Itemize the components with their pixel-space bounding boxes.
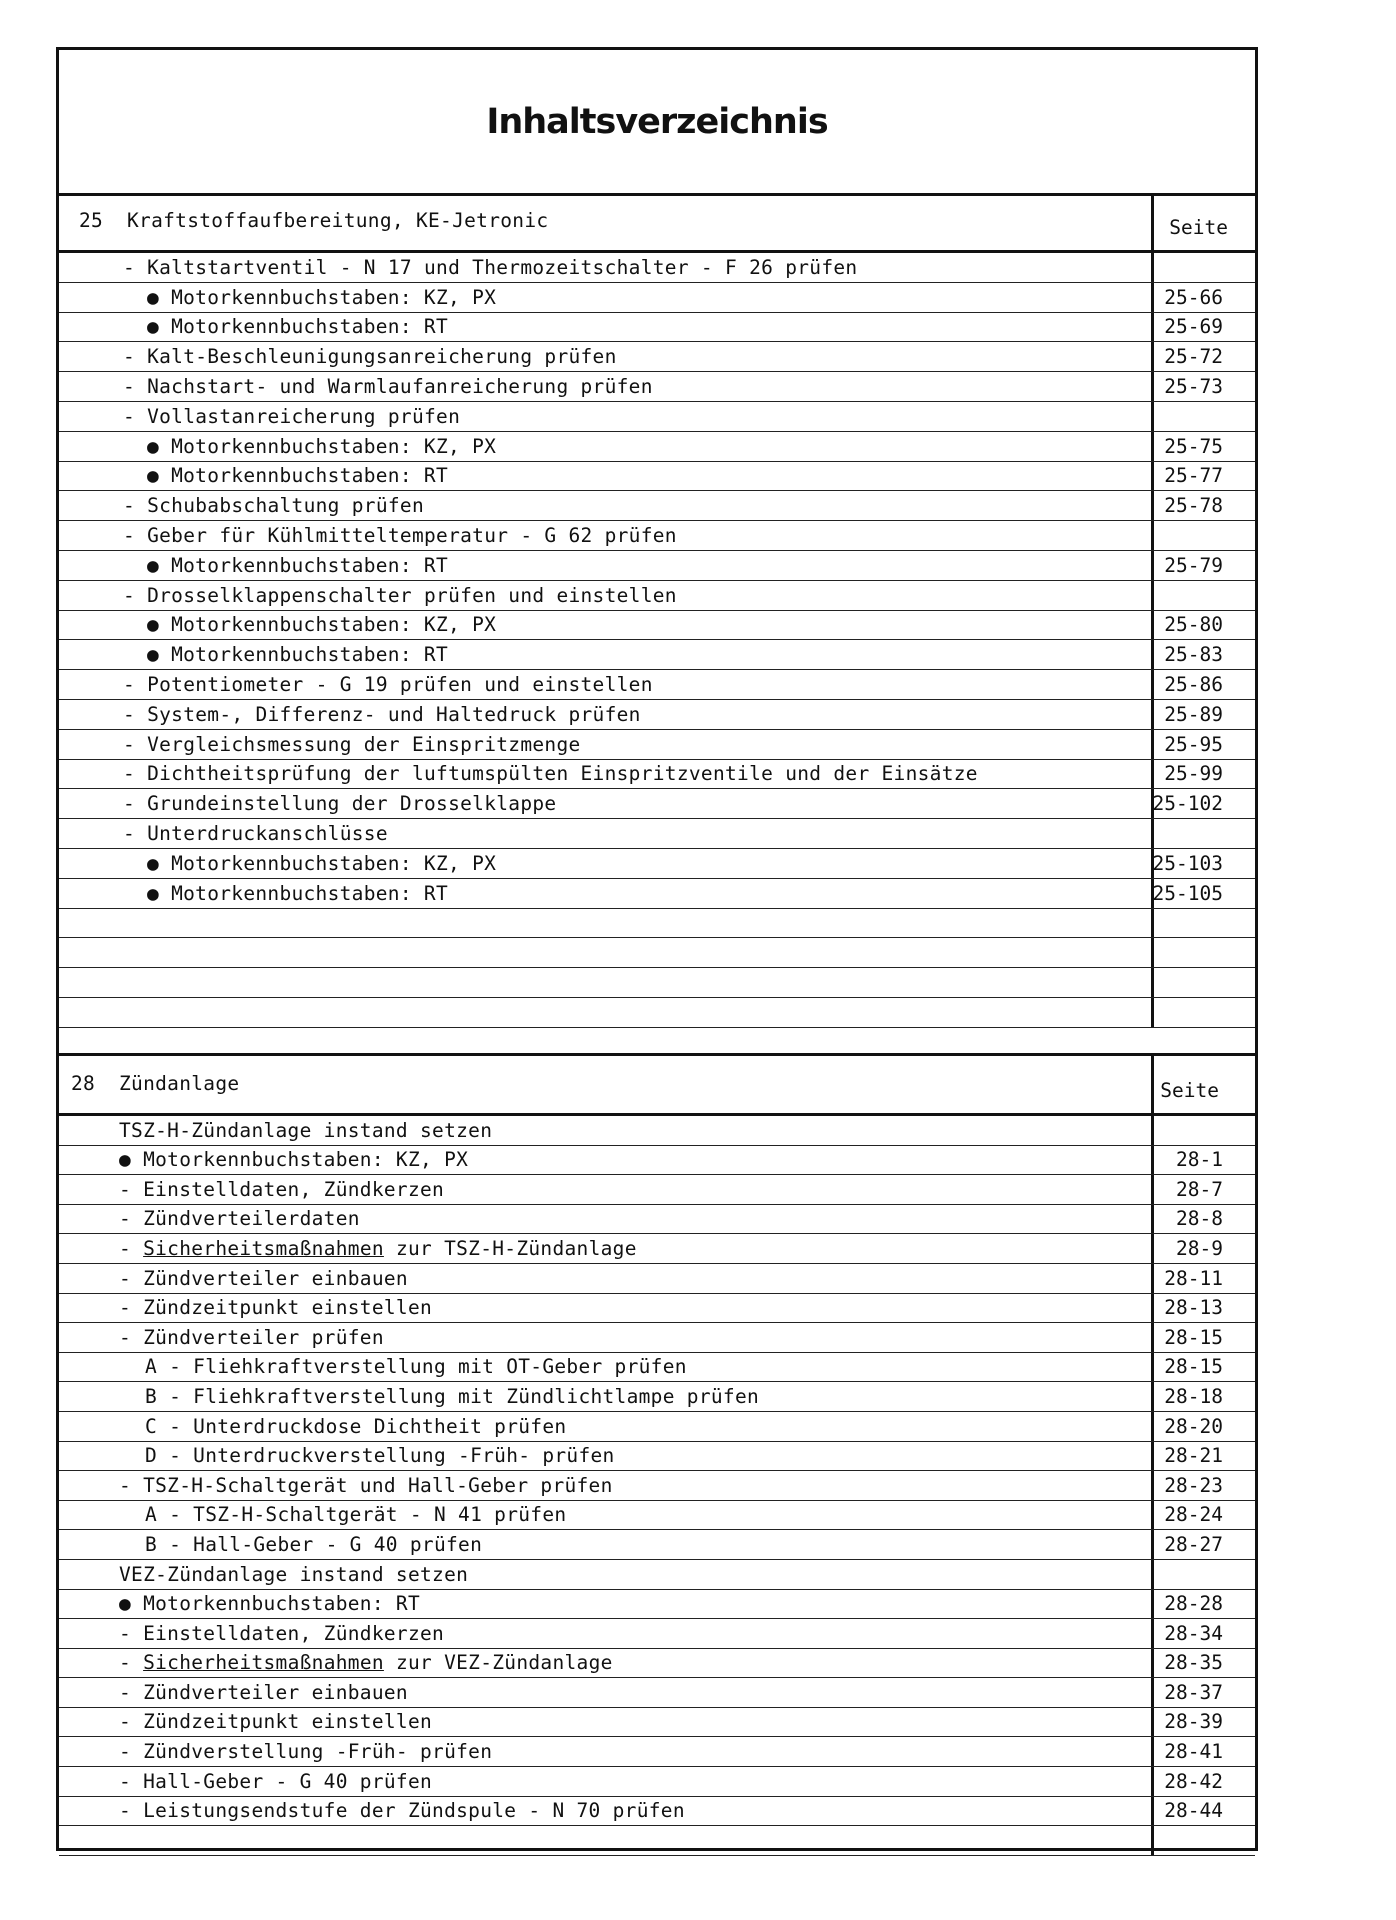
toc-row — [59, 670, 1255, 700]
toc-entry-page: 25-69 — [1164, 315, 1223, 339]
section-name: Kraftstoffaufbereitung, KE-Jetronic — [127, 209, 549, 232]
toc-entry-page: 25-66 — [1164, 285, 1223, 309]
toc-entry-page: 28-39 — [1164, 1710, 1223, 1734]
toc-row — [59, 1382, 1255, 1412]
toc-row — [59, 402, 1255, 432]
toc-entry-page: 28-15 — [1164, 1325, 1223, 1349]
toc-row — [59, 849, 1255, 879]
toc-frame — [56, 47, 1258, 1851]
toc-entry-text: ● Motorkennbuchstaben: KZ, PX — [147, 434, 497, 458]
toc-entry-page: 28-23 — [1164, 1473, 1223, 1497]
toc-entry-text: - Nachstart- und Warmlaufanreicherung prüfen — [123, 374, 653, 398]
section-number: 25 — [79, 209, 104, 232]
toc-entry-text: ● Motorkennbuchstaben: KZ, PX — [119, 1148, 469, 1172]
toc-row — [59, 789, 1255, 819]
toc-row — [59, 1590, 1255, 1620]
toc-entry-text: B - Hall-Geber - G 40 prüfen — [145, 1532, 483, 1556]
toc-row — [59, 1412, 1255, 1442]
toc-entry-text: - Kalt-Beschleunigungsanreicherung prüfen — [123, 345, 617, 369]
toc-entry-page: 25-99 — [1164, 762, 1223, 786]
toc-entry-text: ● Motorkennbuchstaben: RT — [147, 553, 448, 577]
section-25 — [59, 195, 1255, 1028]
toc-row — [59, 998, 1255, 1028]
toc-row — [59, 1826, 1255, 1856]
toc-entry-page: 28-8 — [1176, 1207, 1223, 1231]
toc-entry-text: C - Unterdruckdose Dichtheit prüfen — [145, 1414, 567, 1438]
toc-entry-page: 25-89 — [1164, 702, 1223, 726]
toc-entry-text: - System-, Differenz- und Haltedruck prüfen — [123, 702, 641, 726]
toc-row — [59, 432, 1255, 462]
toc-row — [59, 1294, 1255, 1324]
toc-entry-text: B - Fliehkraftverstellung mit Zündlichtlampe prüfen — [145, 1384, 760, 1408]
toc-row — [59, 1234, 1255, 1264]
toc-entry-text: - Einstelldaten, Zündkerzen — [119, 1177, 445, 1201]
section-name: Zündanlage — [119, 1072, 240, 1095]
toc-row — [59, 462, 1255, 492]
toc-entry-text: ● Motorkennbuchstaben: KZ, PX — [147, 613, 497, 637]
toc-row — [59, 700, 1255, 730]
toc-entry-text: ● Motorkennbuchstaben: RT — [147, 643, 448, 667]
toc-row — [59, 1708, 1255, 1738]
toc-row — [59, 640, 1255, 670]
section-number: 28 — [71, 1072, 96, 1095]
section-header — [59, 195, 1255, 253]
toc-row — [59, 760, 1255, 790]
toc-entry-text: - Zündverstellung -Früh- prüfen — [119, 1740, 493, 1764]
toc-entry-text: - Zündzeitpunkt einstellen — [119, 1710, 433, 1734]
toc-row — [59, 1323, 1255, 1353]
toc-row — [59, 1146, 1255, 1176]
toc-row — [59, 581, 1255, 611]
toc-entry-page: 25-83 — [1164, 643, 1223, 667]
toc-row — [59, 879, 1255, 909]
toc-row — [59, 1353, 1255, 1383]
toc-entry-text: - Vollastanreicherung prüfen — [123, 404, 461, 428]
toc-entry-text: - Drosselklappenschalter prüfen und einstellen — [123, 583, 677, 607]
toc-row — [59, 938, 1255, 968]
toc-entry-text: - Vergleichsmessung der Einspritzmenge — [123, 732, 581, 756]
toc-entry-text: - Einstelldaten, Zündkerzen — [119, 1621, 445, 1645]
toc-entry-text: - Geber für Kühlmitteltemperatur - G 62 prüfen — [123, 523, 677, 547]
toc-entry-page: 25-77 — [1164, 464, 1223, 488]
toc-row — [59, 1560, 1255, 1590]
toc-entry-page: 25-72 — [1164, 345, 1223, 369]
toc-row — [59, 372, 1255, 402]
toc-entry-page: 25-102 — [1152, 792, 1223, 816]
toc-row — [59, 968, 1255, 998]
toc-row — [59, 1175, 1255, 1205]
toc-entry-text: - Zündzeitpunkt einstellen — [119, 1296, 433, 1320]
toc-row — [59, 1264, 1255, 1294]
toc-row — [59, 551, 1255, 581]
toc-row — [59, 1501, 1255, 1531]
toc-entry-text: - Sicherheitsmaßnahmen zur TSZ-H-Zündanlage — [119, 1236, 637, 1260]
toc-entry-text: ● Motorkennbuchstaben: RT — [147, 464, 448, 488]
toc-row — [59, 1205, 1255, 1235]
toc-entry-page: 28-20 — [1164, 1414, 1223, 1438]
toc-row — [59, 1649, 1255, 1679]
toc-entry-page: 28-42 — [1164, 1769, 1223, 1793]
page-title: Inhaltsverzeichnis — [486, 102, 828, 142]
toc-entry-text: ● Motorkennbuchstaben: RT — [147, 881, 448, 905]
toc-entry-page: 28-7 — [1176, 1177, 1223, 1201]
toc-entry-page: 25-80 — [1164, 613, 1223, 637]
toc-entry-text: VEZ-Zündanlage instand setzen — [119, 1562, 469, 1586]
toc-row — [59, 342, 1255, 372]
toc-entry-text: - Zündverteiler einbauen — [119, 1680, 408, 1704]
toc-entry-page: 28-41 — [1164, 1740, 1223, 1764]
section-header — [59, 1056, 1255, 1116]
toc-entry-page: 28-44 — [1164, 1799, 1223, 1823]
toc-entry-text: - Zündverteilerdaten — [119, 1207, 360, 1231]
toc-entry-text: D - Unterdruckverstellung -Früh- prüfen — [145, 1444, 615, 1468]
toc-entry-page: 28-24 — [1164, 1503, 1223, 1527]
toc-entry-text: - Sicherheitsmaßnahmen zur VEZ-Zündanlage — [119, 1651, 613, 1675]
toc-entry-page: 28-37 — [1164, 1680, 1223, 1704]
toc-entry-page: 25-79 — [1164, 553, 1223, 577]
toc-row — [59, 253, 1255, 283]
toc-entry-text: - Schubabschaltung prüfen — [123, 494, 424, 518]
toc-entry-text: ● Motorkennbuchstaben: KZ, PX — [147, 285, 497, 309]
toc-entry-page: 25-73 — [1164, 374, 1223, 398]
toc-row — [59, 611, 1255, 641]
toc-row — [59, 1619, 1255, 1649]
page-column-header: Seite — [1169, 216, 1228, 239]
toc-row — [59, 1797, 1255, 1827]
toc-row — [59, 1530, 1255, 1560]
toc-entry-page: 28-28 — [1164, 1592, 1223, 1616]
toc-entry-page: 25-78 — [1164, 494, 1223, 518]
toc-entry-text: - TSZ-H-Schaltgerät und Hall-Geber prüfen — [119, 1473, 613, 1497]
toc-entry-page: 25-95 — [1164, 732, 1223, 756]
toc-row — [59, 1442, 1255, 1472]
toc-row — [59, 909, 1255, 939]
toc-entry-page: 28-15 — [1164, 1355, 1223, 1379]
page-column-header: Seite — [1160, 1079, 1219, 1102]
toc-entry-page: 28-27 — [1164, 1532, 1223, 1556]
toc-entry-page: 28-35 — [1164, 1651, 1223, 1675]
toc-entry-page: 25-105 — [1152, 881, 1223, 905]
toc-row — [59, 1471, 1255, 1501]
toc-row — [59, 491, 1255, 521]
toc-entry-text: A - TSZ-H-Schaltgerät - N 41 prüfen — [145, 1503, 567, 1527]
toc-entry-text: A - Fliehkraftverstellung mit OT-Geber prüfen — [145, 1355, 687, 1379]
toc-entry-page: 28-21 — [1164, 1444, 1223, 1468]
toc-row — [59, 313, 1255, 343]
toc-entry-text: - Grundeinstellung der Drosselklappe — [123, 792, 557, 816]
section-28 — [59, 1053, 1255, 1856]
toc-entry-page: 28-34 — [1164, 1621, 1223, 1645]
toc-entry-text: - Hall-Geber - G 40 prüfen — [119, 1769, 433, 1793]
toc-entry-text: - Dichtheitsprüfung der luftumspülten Einspritzventile und der Einsätze — [123, 762, 978, 786]
toc-entry-text: ● Motorkennbuchstaben: RT — [147, 315, 448, 339]
toc-row — [59, 1767, 1255, 1797]
toc-row — [59, 730, 1255, 760]
toc-entry-page: 25-103 — [1152, 851, 1223, 875]
toc-entry-text: - Potentiometer - G 19 prüfen und einstellen — [123, 672, 653, 696]
toc-entry-text: - Zündverteiler einbauen — [119, 1266, 408, 1290]
toc-entry-page: 28-1 — [1176, 1148, 1223, 1172]
toc-entry-text: - Zündverteiler prüfen — [119, 1325, 384, 1349]
toc-row — [59, 283, 1255, 313]
toc-entry-text: ● Motorkennbuchstaben: RT — [119, 1592, 420, 1616]
toc-entry-text: ● Motorkennbuchstaben: KZ, PX — [147, 851, 497, 875]
toc-row — [59, 819, 1255, 849]
toc-entry-text: - Unterdruckanschlüsse — [123, 821, 388, 845]
toc-entry-text: TSZ-H-Zündanlage instand setzen — [119, 1118, 493, 1142]
toc-entry-page: 28-9 — [1176, 1236, 1223, 1260]
toc-entry-page: 25-86 — [1164, 672, 1223, 696]
toc-row — [59, 1737, 1255, 1767]
toc-entry-text: - Leistungsendstufe der Zündspule - N 70 prüfen — [119, 1799, 685, 1823]
toc-entry-page: 28-18 — [1164, 1384, 1223, 1408]
toc-entry-page: 28-13 — [1164, 1296, 1223, 1320]
toc-row — [59, 521, 1255, 551]
toc-entry-page: 28-11 — [1164, 1266, 1223, 1290]
toc-row — [59, 1116, 1255, 1146]
toc-row — [59, 1678, 1255, 1708]
toc-entry-page: 25-75 — [1164, 434, 1223, 458]
toc-entry-text: - Kaltstartventil - N 17 und Thermozeitschalter - F 26 prüfen — [123, 255, 858, 279]
